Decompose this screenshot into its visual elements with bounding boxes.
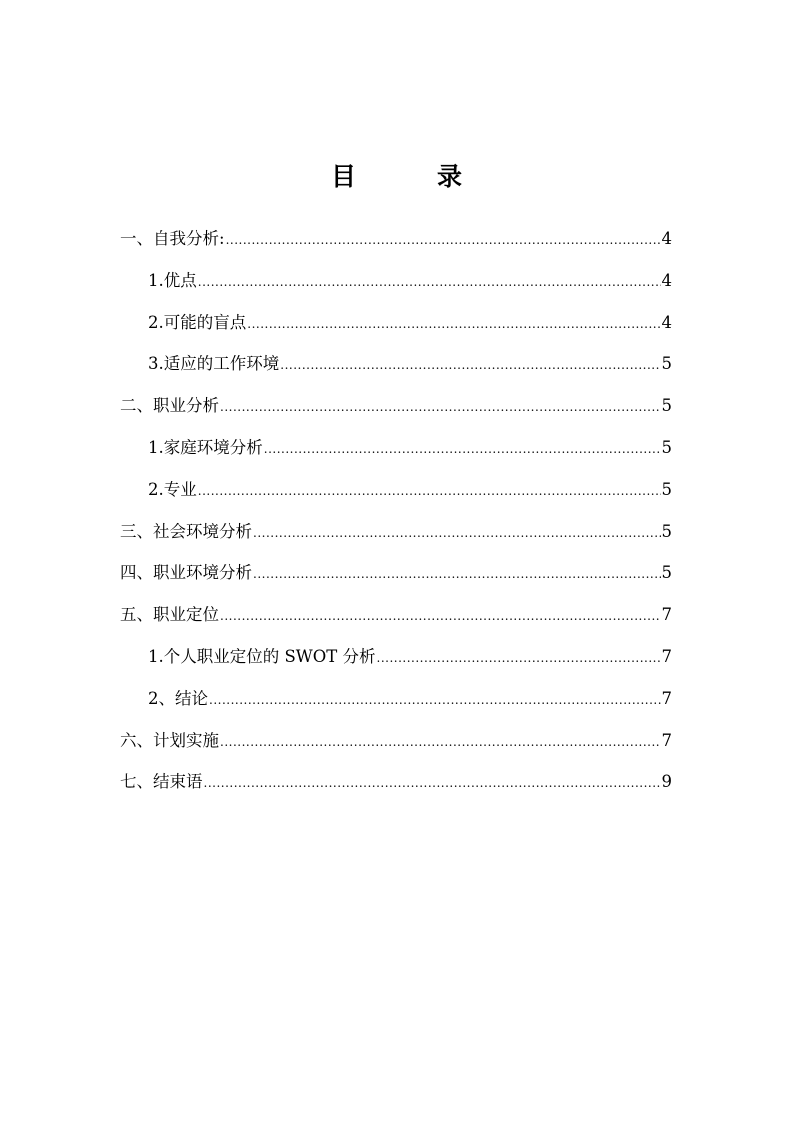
toc-page-number: 7 <box>661 730 672 750</box>
toc-entry[interactable] <box>120 346 672 388</box>
toc-dot-leader <box>247 306 660 342</box>
toc-entry-label: 1.优点 <box>148 270 197 290</box>
toc-entry-label: 四、职业环境分析 <box>120 563 252 583</box>
toc-entry-label: 五、职业定位 <box>120 605 219 625</box>
toc-page-number: 5 <box>661 396 672 416</box>
toc-entry[interactable] <box>120 723 672 765</box>
toc-entry[interactable] <box>120 305 672 347</box>
toc-dot-leader <box>264 431 661 467</box>
toc-page-number: 4 <box>661 270 672 290</box>
toc-entry[interactable] <box>120 388 672 430</box>
toc-entry-label: 一、自我分析: <box>120 229 225 248</box>
toc-entry[interactable] <box>120 639 672 681</box>
page-title: 目 录 <box>330 162 490 191</box>
toc-entry-label: 二、职业分析 <box>120 396 219 416</box>
toc-entry[interactable] <box>120 514 672 556</box>
toc-dot-leader <box>377 640 661 676</box>
toc-dot-leader <box>220 598 661 634</box>
toc-entry[interactable] <box>120 764 672 806</box>
table-of-contents <box>120 221 672 806</box>
toc-entry-label: 2.可能的盲点 <box>148 312 247 332</box>
toc-entry[interactable] <box>120 263 672 305</box>
toc-entry[interactable] <box>120 681 672 723</box>
toc-page-number: 4 <box>661 312 672 332</box>
toc-dot-leader <box>209 682 661 718</box>
toc-entry-label: 1.家庭环境分析 <box>148 437 263 457</box>
toc-dot-leader <box>226 222 661 258</box>
toc-page-number: 7 <box>661 688 672 708</box>
toc-entry-label: 3.适应的工作环境 <box>148 354 280 374</box>
toc-page-number: 5 <box>661 437 672 457</box>
toc-entry-label: 2.专业 <box>148 479 197 499</box>
toc-entry-label: 1.个人职业定位的 SWOT 分析 <box>148 646 376 666</box>
toc-page-number: 5 <box>661 563 672 583</box>
toc-entry[interactable] <box>120 472 672 514</box>
toc-page-number: 5 <box>661 479 672 499</box>
toc-entry[interactable] <box>120 597 672 639</box>
toc-entry-label: 六、计划实施 <box>120 730 219 750</box>
toc-entry[interactable] <box>120 555 672 597</box>
toc-dot-leader <box>198 264 661 300</box>
toc-dot-leader <box>220 389 661 425</box>
toc-entry-label: 三、社会环境分析 <box>120 521 252 541</box>
toc-dot-leader <box>280 347 660 383</box>
toc-page-number: 5 <box>661 354 672 374</box>
toc-page-number: 5 <box>661 521 672 541</box>
toc-entry[interactable] <box>120 221 672 263</box>
toc-dot-leader <box>253 556 661 592</box>
toc-dot-leader <box>253 515 661 551</box>
toc-entry-label: 2、结论 <box>148 688 208 708</box>
toc-page-number: 9 <box>661 772 672 792</box>
toc-entry[interactable] <box>120 430 672 472</box>
toc-entry-label: 七、结束语 <box>120 772 203 792</box>
toc-page-number: 7 <box>661 646 672 666</box>
toc-dot-leader <box>198 473 661 509</box>
toc-page-number: 7 <box>661 605 672 625</box>
toc-dot-leader <box>220 724 661 760</box>
toc-dot-leader <box>204 765 661 801</box>
toc-page-number: 4 <box>661 229 672 248</box>
